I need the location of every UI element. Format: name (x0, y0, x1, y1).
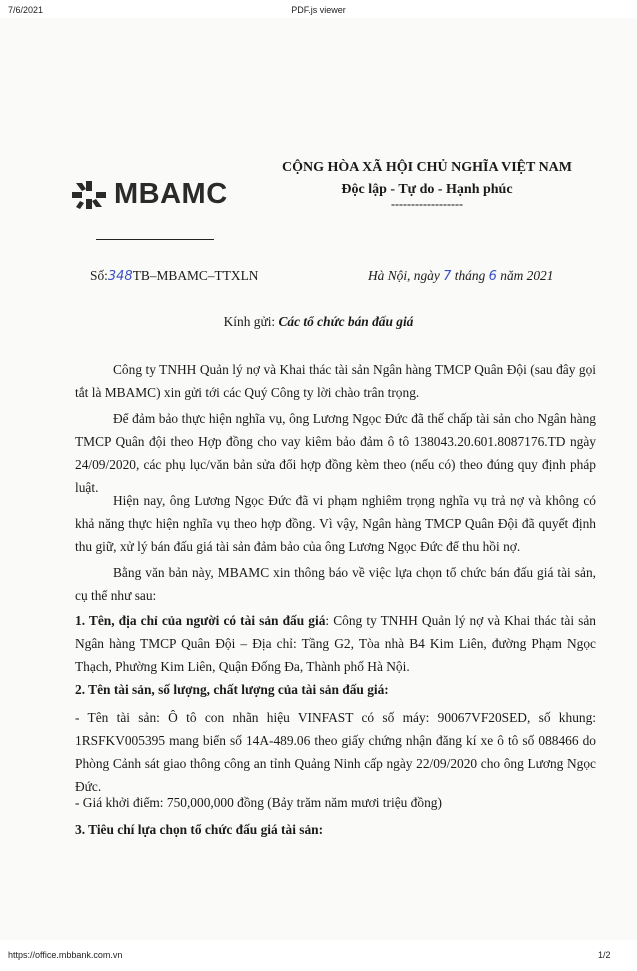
handwritten-ref-number: 348 (107, 269, 133, 284)
section-3-heading: 3. Tiêu chí lựa chọn tổ chức đấu giá tài sản: (75, 822, 324, 837)
motto: Độc lập - Tự do - Hạnh phúc (341, 182, 513, 197)
paragraph-announcement: Bằng văn bản này, MBAMC xin thông báo về việc lựa chọn tổ chức bán đấu giá tài sản, cụ thể như sau: (75, 565, 596, 603)
asset-description: - Tên tài sản: Ô tô con nhãn hiệu VINFAST có số máy: 90067VF20SED, số khung: 1RSFKV005395 mang biển số 14A-489.06 theo giấy chứng nhận đăng kí xe ô tô số 088466 do Phòng Cảnh sát giao thông công an tỉnh Quảng Ninh cấp ngày 22/09/2020 cho ông Lương Ngọc Đức. (75, 710, 596, 794)
browser-date: 7/6/2021 (8, 5, 44, 15)
paragraph-mortgage: Để đảm bảo thực hiện nghĩa vụ, ông Lương Ngọc Đức đã thế chấp tài sản cho Ngân hàng TMCP Quân đội theo Hợp đồng cho vay kiêm bảo đảm ô tô 138043.20.601.8087176.TD ngày 24/09/2020, các phụ lục/văn bản sửa đổi hợp đồng kèm theo (nếu có) theo đúng quy định pháp luật. (75, 411, 596, 495)
date-month-word: tháng (451, 268, 489, 283)
recipient-value: Các tổ chức bán đấu giá (278, 314, 414, 329)
date-place: Hà Nội, ngày (368, 268, 444, 283)
star-logo-icon (70, 179, 108, 211)
recipient-line (0, 314, 637, 330)
page-number: 1/2 (598, 950, 611, 960)
recipient-label: Kính gửi: (223, 314, 279, 329)
reference-number (90, 268, 258, 284)
section-2-heading: 2. Tên tài sản, số lượng, chất lượng của tài sản đấu giá: (75, 682, 389, 697)
section-1-body: : Công ty TNHH Quản lý nợ và Khai thác tài sản Ngân hàng TMCP Quân Đội – Địa chỉ: Tầng G2, Tòa nhà B4 Kim Liên, đường Phạm Ngọc Thạch, Phường Kim Liên, Quận Đống Đa, Thành phố Hà Nội. (75, 613, 596, 674)
handwritten-day: 7 (443, 269, 452, 284)
nation-title: CỘNG HÒA XÃ HỘI CHỦ NGHĨA VIỆT NAM (281, 160, 572, 175)
page-url: https://office.mbbank.com.vn (8, 950, 123, 960)
motto-dashes: ------------------ (391, 197, 463, 211)
starting-price: - Giá khởi điểm: 750,000,000 đồng (Bảy trăm năm mươi triệu đồng) (75, 795, 442, 810)
paragraph-violation: Hiện nay, ông Lương Ngọc Đức đã vi phạm nghiêm trọng nghĩa vụ trả nợ và không có khả năng thực hiện nghĩa vụ theo hợp đồng. Vì vậy, Ngân hàng TMCP Quân Đội đã quyết định thu giữ, xử lý bán đấu giá tài sản đảm bảo của ông Lương Ngọc Đức để thu hồi nợ. (75, 493, 596, 554)
handwritten-month: 6 (488, 269, 497, 284)
ref-suffix: TB–MBAMC–TTXLN (132, 268, 259, 283)
section-1 (75, 609, 596, 678)
document-date (368, 268, 553, 284)
logo-underline (96, 239, 214, 240)
logo-text: MBAMC (114, 178, 228, 210)
ref-prefix: Số: (90, 268, 108, 283)
browser-title: PDF.js viewer (291, 5, 346, 15)
date-year: năm 2021 (496, 268, 554, 283)
section-1-heading: 1. Tên, địa chỉ của người có tài sản đấu giá (75, 613, 326, 628)
mbamc-logo (70, 178, 228, 211)
paragraph-intro: Công ty TNHH Quản lý nợ và Khai thác tài sản Ngân hàng TMCP Quân Đội (sau đây gọi tắt là MBAMC) xin gửi tới các Quý Công ty lời chào trân trọng. (75, 362, 596, 400)
